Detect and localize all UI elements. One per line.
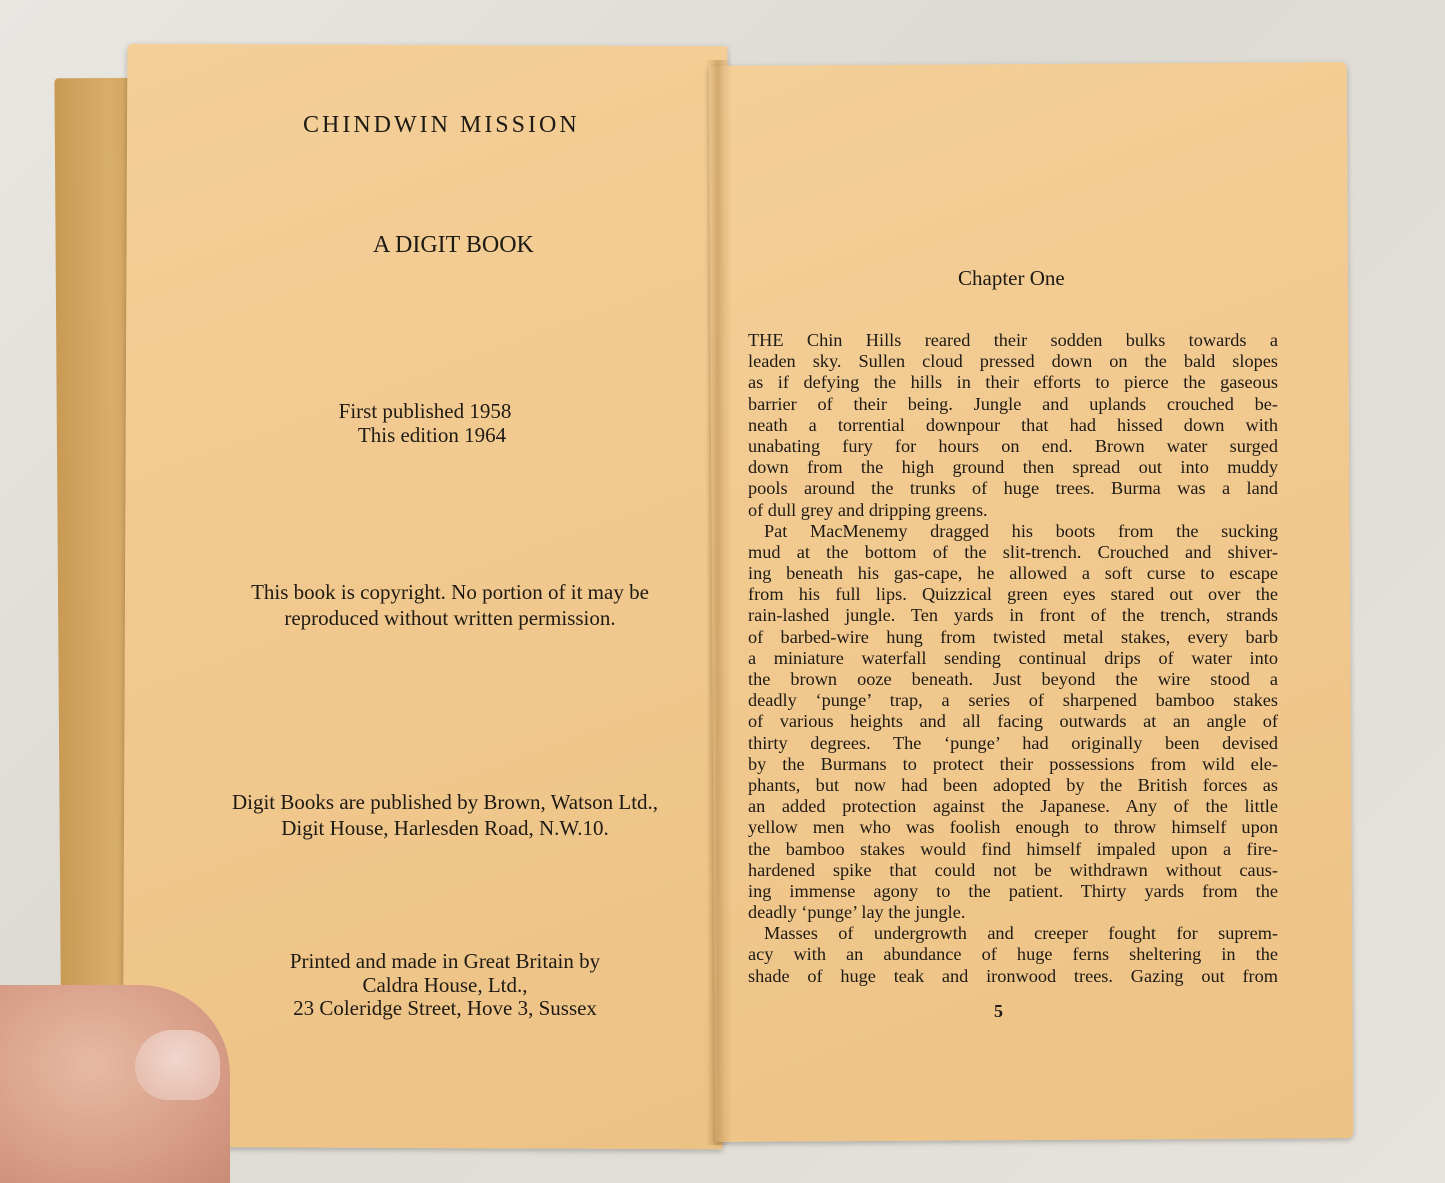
first-published: First published 1958 (338, 399, 512, 423)
text-line: leaden sky. Sullen cloud pressed down on the bald slopes (748, 351, 1278, 372)
text-line: ing immense agony to the patient. Thirty yards from the (748, 880, 1278, 901)
printer-info-line-1: Printed and made in Great Britain by (289, 949, 601, 973)
printer-info-line-3: 23 Coleridge Street, Hove 3, Sussex (293, 996, 597, 1020)
text-line: yellow men who was foolish enough to throw himself upon (748, 817, 1278, 838)
text-line: of barbed-wire hung from twisted metal stakes, every barb (748, 626, 1278, 647)
text-line: of various heights and all facing outwards at an angle of (748, 711, 1278, 732)
copyright-line-2: reproduced without written permission. (284, 606, 616, 630)
thumbnail (135, 1030, 220, 1100)
text-line: hardened spike that could not be withdrawn without caus- (748, 859, 1278, 880)
text-line: from his full lips. Quizzical green eyes stared out over the (748, 584, 1278, 605)
text-line: ing beneath his gas-cape, he allowed a soft curse to escape (748, 563, 1278, 584)
text-line: down from the high ground then spread out into muddy (748, 457, 1278, 478)
text-line: shade of huge teak and ironwood trees. Gazing out from (748, 965, 1278, 986)
edition-line: This edition 1964 (357, 423, 507, 447)
publisher-info-line-2: Digit House, Harlesden Road, N.W.10. (281, 816, 609, 840)
text-line: unabating fury for hours on end. Brown water surged (748, 435, 1278, 456)
copyright-line-1: This book is copyright. No portion of it may be (251, 580, 649, 604)
text-line: the bamboo stakes would find himself impaled upon a fire- (748, 838, 1278, 859)
text-line: of dull grey and dripping greens. (748, 499, 988, 520)
book-title: CHINDWIN MISSION (303, 112, 580, 138)
publisher-line: A DIGIT BOOK (373, 232, 534, 258)
printer-info-line-2: Caldra House, Ltd., (362, 973, 528, 997)
text-line: the brown ooze beneath. Just beyond the wire stood a (748, 669, 1278, 689)
text-line: deadly ‘punge’ trap, a series of sharpened bamboo stakes (748, 690, 1278, 711)
text-line: pools around the trunks of huge trees. Burma was a land (748, 478, 1278, 499)
text-line: an added protection against the Japanese. Any of the little (748, 796, 1278, 817)
text-line: acy with an abundance of huge ferns sheltering in the (748, 944, 1278, 965)
chapter-body-text (748, 330, 1278, 987)
text-line: a miniature waterfall sending continual drips of water into (748, 647, 1278, 668)
text-line: Pat MacMenemy dragged his boots from the sucking (764, 520, 1278, 541)
text-line: rain-lashed jungle. Ten yards in front of the trench, strands (748, 605, 1278, 626)
text-line: as if defying the hills in their efforts to pierce the gaseous (748, 372, 1278, 393)
text-line: Masses of undergrowth and creeper fought for suprem- (764, 923, 1278, 944)
text-line: phants, but now had been adopted by the British forces as (748, 774, 1278, 795)
publisher-info-line-1: Digit Books are published by Brown, Watson Ltd., (231, 790, 659, 814)
chapter-title: Chapter One (958, 266, 1065, 290)
text-line: barrier of their being. Jungle and uplands crouched be- (748, 393, 1278, 414)
text-line: mud at the bottom of the slit-trench. Crouched and shiver- (748, 541, 1278, 562)
text-line: deadly ‘punge’ lay the jungle. (748, 902, 966, 923)
text-line: THE Chin Hills reared their sodden bulks towards a (748, 330, 1278, 350)
text-line: by the Burmans to protect their possessions from wild ele- (748, 753, 1278, 774)
text-line: neath a torrential downpour that had hissed down with (748, 414, 1278, 435)
page-number: 5 (994, 1001, 1003, 1021)
text-line: thirty degrees. The ‘punge’ had originally been devised (748, 732, 1278, 753)
